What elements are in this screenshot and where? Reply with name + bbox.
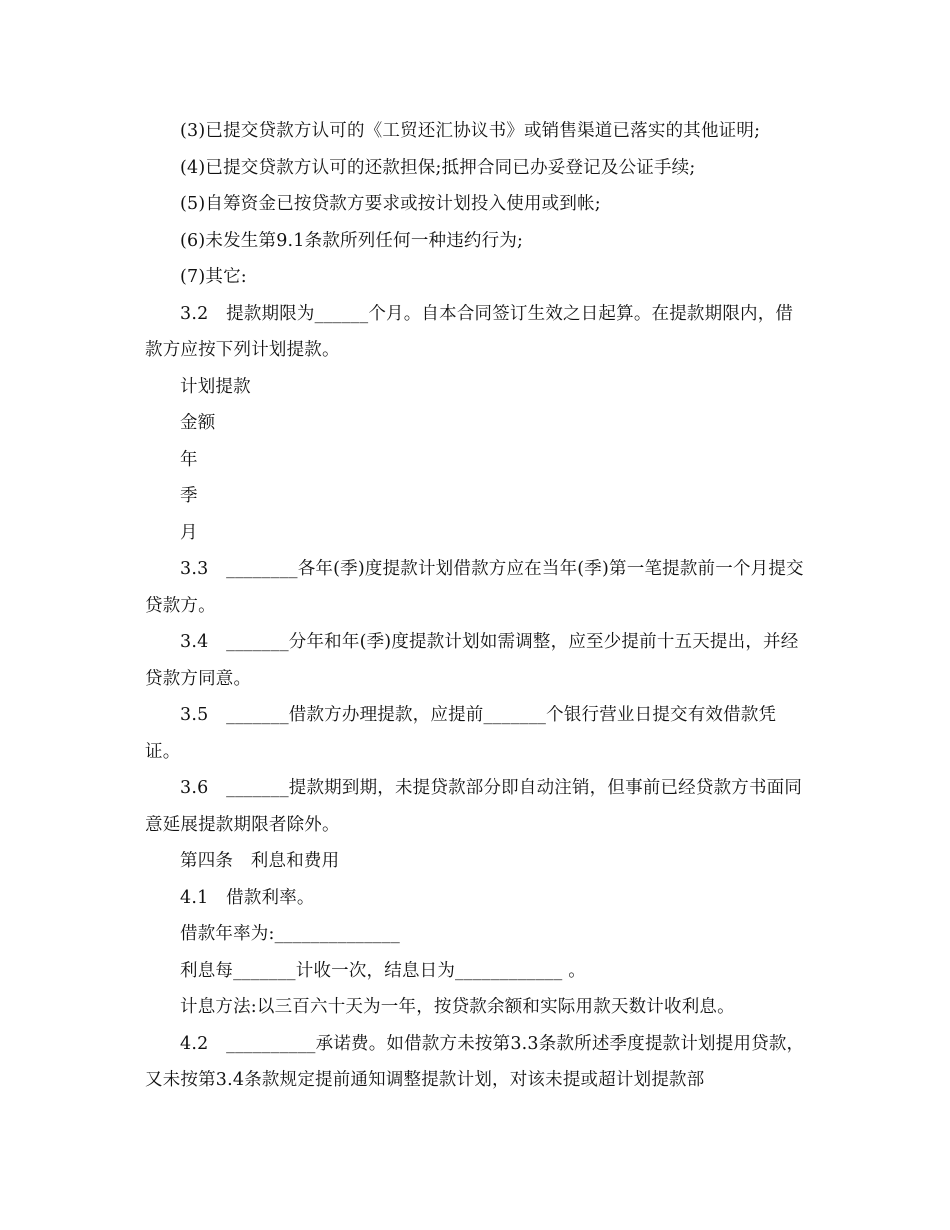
interest-method-line: 计息方法:以三百六十天为一年，按贷款余额和实际用款天数计收利息。 [180,997,735,1017]
clause-3-1-item-4: (4)已提交贷款方认可的还款担保;抵押合同已办妥登记及公证手续; [180,157,696,178]
clause-3-1-item-7: (7)其它: [180,267,247,287]
clause-3-1-item-6: (6)未发生第9.1条款所列任何一种违约行为; [180,230,524,251]
clause-3-3: 3.3 ________各年(季)度提款计划借款方应在当年(季)第一笔提款前一个月提交贷款方。 [145,559,804,616]
interest-frequency-line: 利息每_______计收一次，结息日为____________ 。 [180,960,586,981]
plan-heading: 计划提款 [180,376,251,397]
clause-4-1: 4.1 借款利率。 [180,887,315,908]
clause-3-5: 3.5 _______借款方办理提款，应提前_______个银行营业日提交有效借款凭证。 [145,705,777,762]
clause-3-1-item-3: (3)已提交贷款方认可的《工贸还汇协议书》或销售渠道已落实的其他证明; [180,121,761,141]
clause-3-6: 3.6 _______提款期到期，未提贷款部分即自动注销，但事前已经贷款方书面同意延展提款期限者除外。 [145,778,803,835]
plan-year-label: 年 [180,449,198,470]
plan-quarter-label: 季 [180,486,198,506]
annual-rate-line: 借款年率为:______________ [180,924,400,944]
clause-4-2: 4.2 __________承诺费。如借款方未按第3.3条款所述季度提款计划提用贷款，又未按第3.4条款规定提前通知调整提款计划，对该未提或超计划提款部 [145,1033,805,1090]
plan-amount-label: 金额 [180,413,216,433]
clause-3-2: 3.2 提款期限为______个月。自本合同签订生效之日起算。在提款期限内，借款方应按下列计划提款。 [145,303,794,360]
plan-month-label: 月 [180,522,198,543]
clause-3-1-item-5: (5)自筹资金已按贷款方要求或按计划投入使用或到帐; [180,194,601,214]
document-body [145,113,805,1099]
article-4-heading: 第四条 利息和费用 [180,851,340,871]
clause-3-4: 3.4 _______分年和年(季)度提款计划如需调整，应至少提前十五天提出，并经贷款方同意。 [145,632,799,689]
